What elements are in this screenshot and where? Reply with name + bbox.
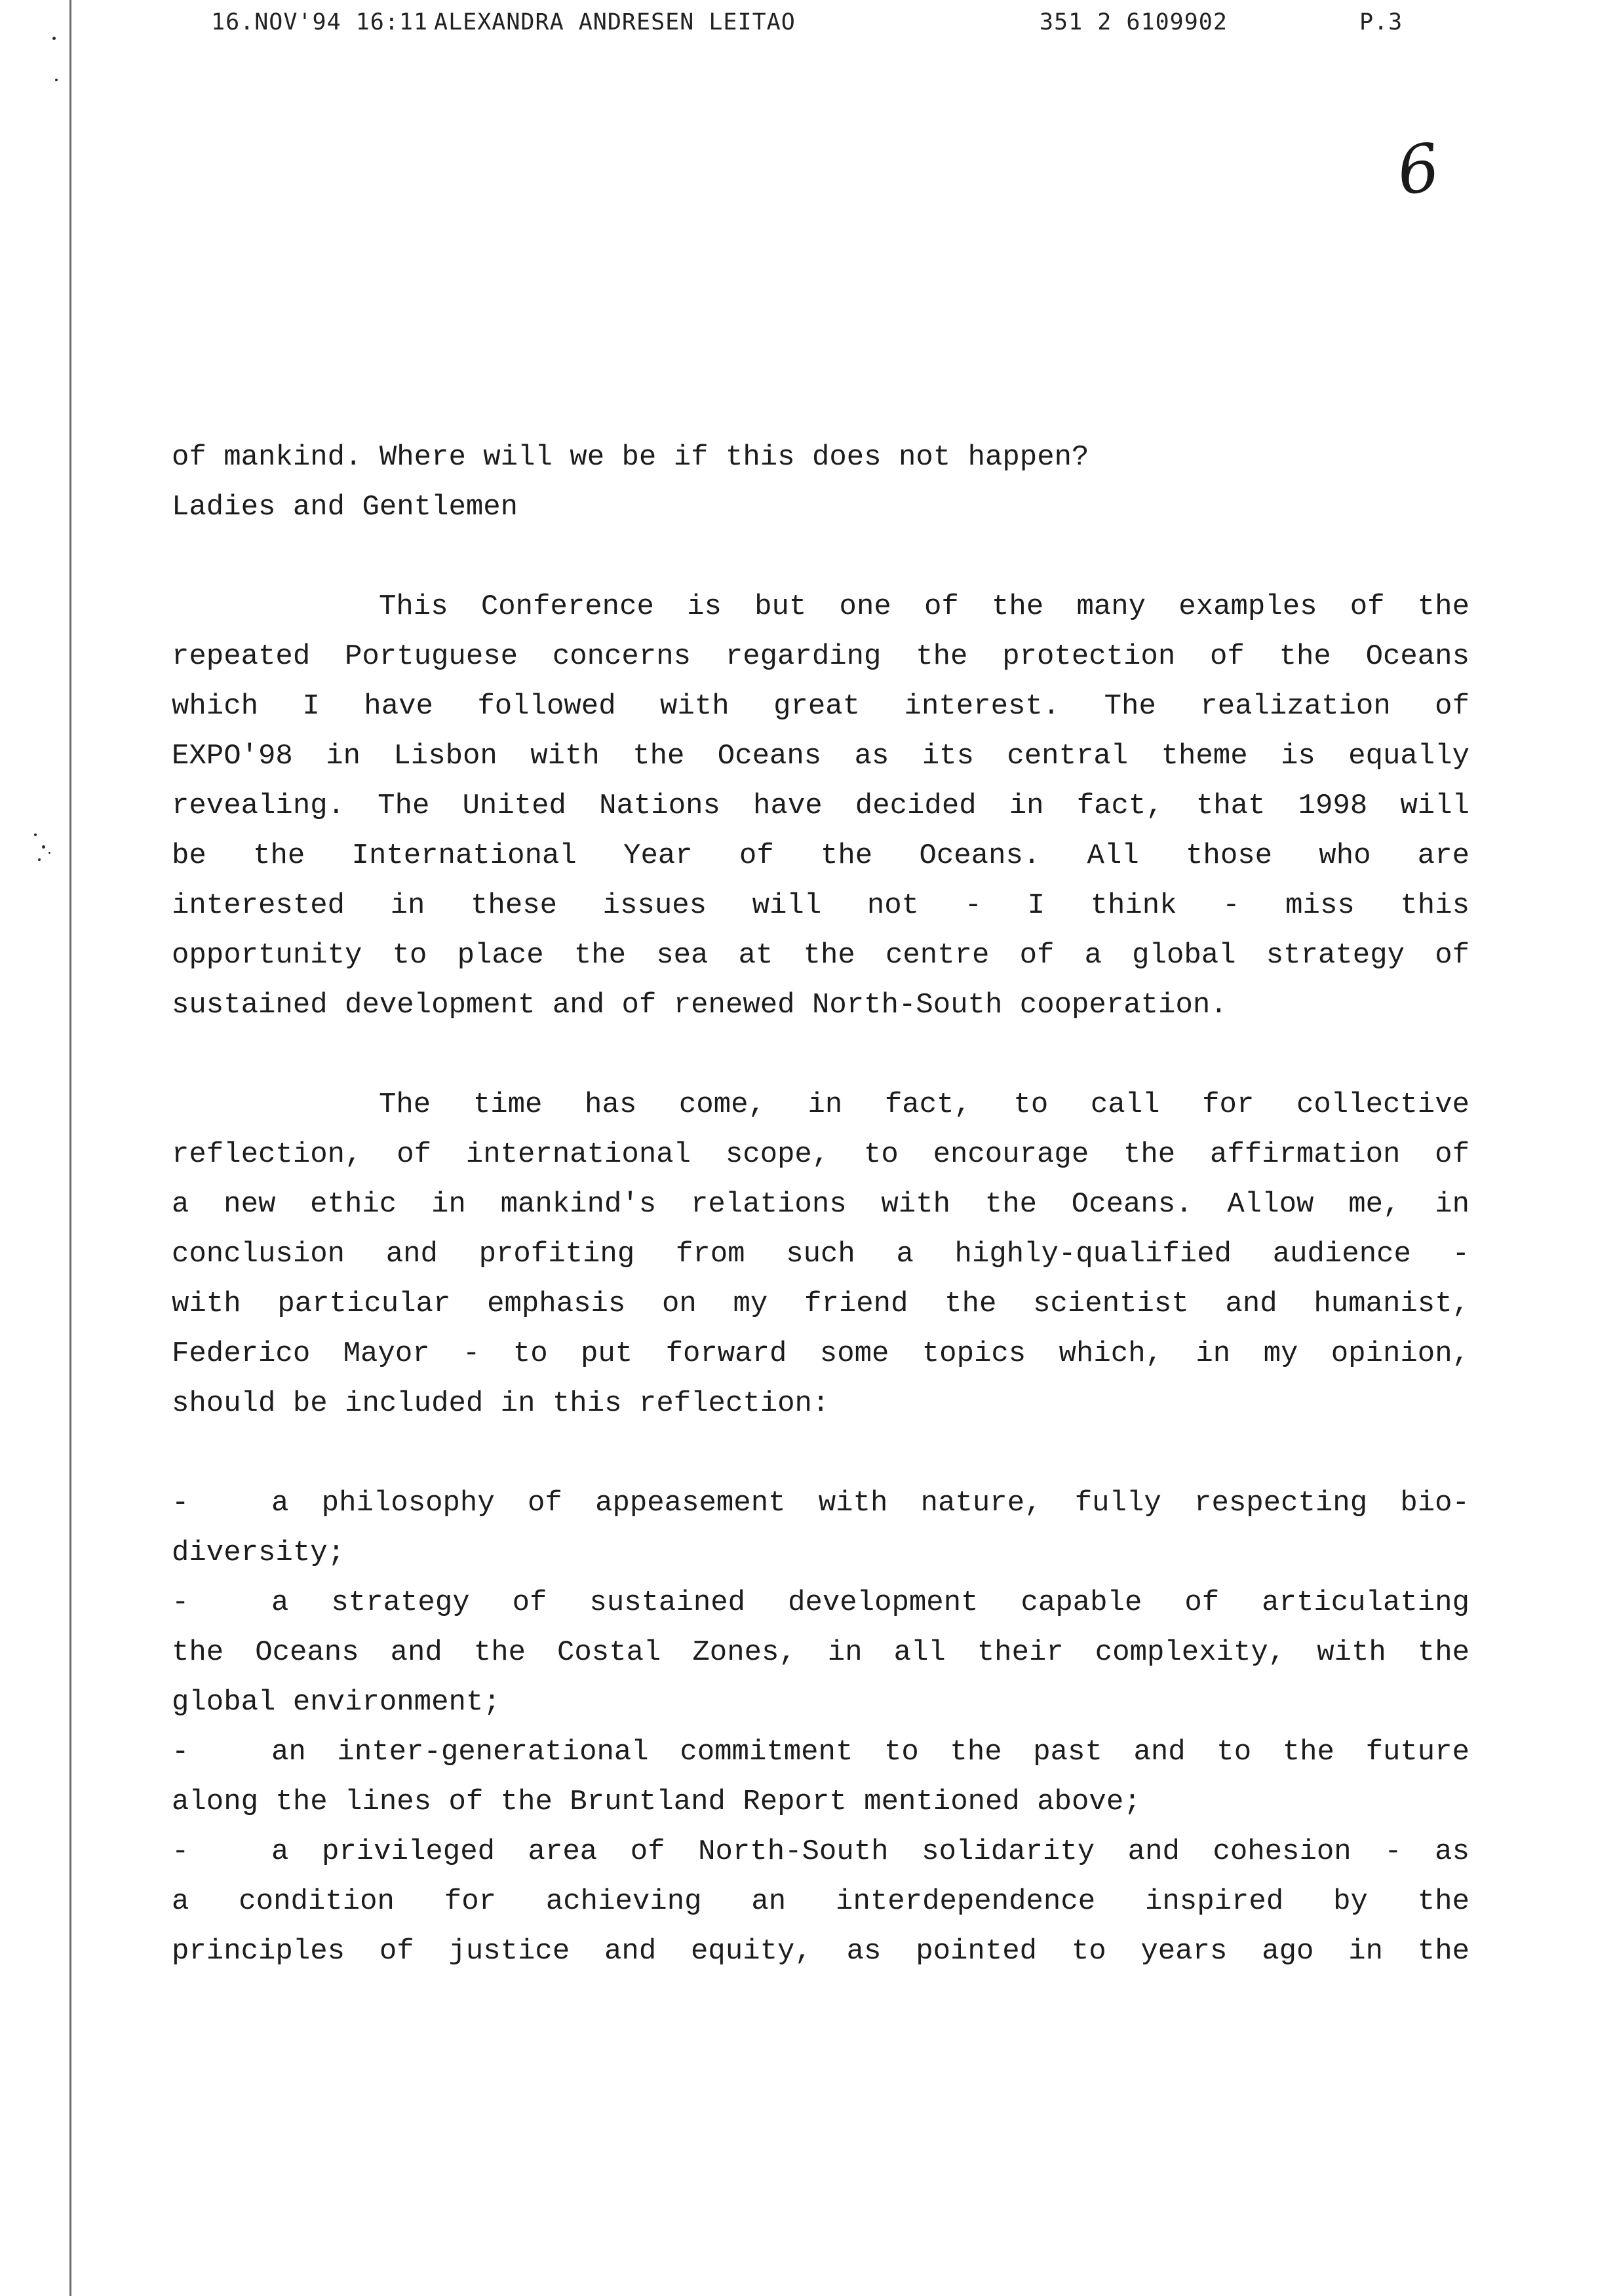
paragraph-line: be the International Year of the Oceans. All those who are xyxy=(172,839,1469,872)
list-item-continuation: global environment; xyxy=(172,1686,501,1719)
paragraph-line: opportunity to place the sea at the centre of a global strategy of xyxy=(172,939,1469,972)
list-dash: - xyxy=(172,1736,189,1769)
list-item-text: an inter-generational commitment to the past and to the future xyxy=(271,1736,1469,1769)
paragraph-line: repeated Portuguese concerns regarding the protection of the Oceans xyxy=(172,640,1469,673)
paragraph-line: interested in these issues will not - I think - miss this xyxy=(172,889,1469,922)
paragraph-gap xyxy=(172,532,1469,582)
paragraph-line: This Conference is but one of the many examples of the xyxy=(379,590,1469,623)
list-item-continuation: along the lines of the Bruntland Report mentioned above; xyxy=(172,1786,1141,1818)
fax-page-number: P.3 xyxy=(1359,9,1403,35)
paragraph-reflection xyxy=(172,1080,1469,1428)
opening-line: of mankind. Where will we be if this does not happen? xyxy=(172,441,1089,474)
list-dash: - xyxy=(172,1487,189,1520)
paragraph-gap xyxy=(172,1030,1469,1080)
handwritten-page-number: 6 xyxy=(1392,128,1445,210)
paragraph-line: which I have followed with great interest. The realization of xyxy=(172,690,1469,723)
paragraph-line: conclusion and profiting from such a highly-qualified audience - xyxy=(172,1238,1469,1271)
scan-speck xyxy=(34,833,37,836)
fax-header xyxy=(0,9,1615,43)
list-item-continuation: the Oceans and the Costal Zones, in all their complexity, with the xyxy=(172,1636,1469,1669)
scan-speck xyxy=(49,852,50,854)
topics-list xyxy=(172,1478,1469,1976)
paragraph-line: reflection, of international scope, to encourage the affirmation of xyxy=(172,1138,1469,1171)
list-item xyxy=(172,1827,1469,1877)
list-item-text: a privileged area of North-South solidarity and cohesion - as xyxy=(271,1835,1469,1868)
paragraph-line: a new ethic in mankind's relations with the Oceans. Allow me, in xyxy=(172,1188,1469,1221)
list-item-continuation: a condition for achieving an interdependence inspired by the xyxy=(172,1885,1469,1918)
paragraph-line: sustained development and of renewed North-South cooperation. xyxy=(172,989,1228,1022)
paragraph-conference xyxy=(172,582,1469,1030)
salutation: Ladies and Gentlemen xyxy=(172,491,518,524)
scan-speck xyxy=(42,845,45,849)
list-item-continuation: principles of justice and equity, as pointed to years ago in the xyxy=(172,1935,1469,1968)
scan-edge-line xyxy=(69,0,71,2296)
list-item xyxy=(172,1478,1469,1528)
list-item xyxy=(172,1578,1469,1628)
list-item-text: a strategy of sustained development capable of articulating xyxy=(271,1586,1469,1619)
list-item-text: a philosophy of appeasement with nature, fully respecting bio- xyxy=(271,1487,1469,1520)
list-dash: - xyxy=(172,1586,189,1619)
paragraph-line: should be included in this reflection: xyxy=(172,1387,830,1420)
paragraph-line: Federico Mayor - to put forward some topics which, in my opinion, xyxy=(172,1337,1469,1370)
paragraph-line: revealing. The United Nations have decided in fact, that 1998 will xyxy=(172,790,1469,822)
paragraph-line: EXPO'98 in Lisbon with the Oceans as its central theme is equally xyxy=(172,740,1469,773)
scan-speck xyxy=(38,858,41,861)
fax-number: 351 2 6109902 xyxy=(1040,9,1228,35)
list-item-continuation: diversity; xyxy=(172,1537,345,1569)
fax-sender: ALEXANDRA ANDRESEN LEITAO xyxy=(434,9,796,35)
fax-date-time: 16.NOV'94 16:11 xyxy=(211,9,429,35)
paragraph-line: with particular emphasis on my friend the scientist and humanist, xyxy=(172,1288,1469,1320)
scan-speck xyxy=(55,79,58,81)
paragraph-line: The time has come, in fact, to call for collective xyxy=(379,1088,1469,1121)
list-item xyxy=(172,1727,1469,1777)
paragraph-gap xyxy=(172,1428,1469,1478)
list-dash: - xyxy=(172,1835,189,1868)
letter-body xyxy=(172,432,1469,1976)
